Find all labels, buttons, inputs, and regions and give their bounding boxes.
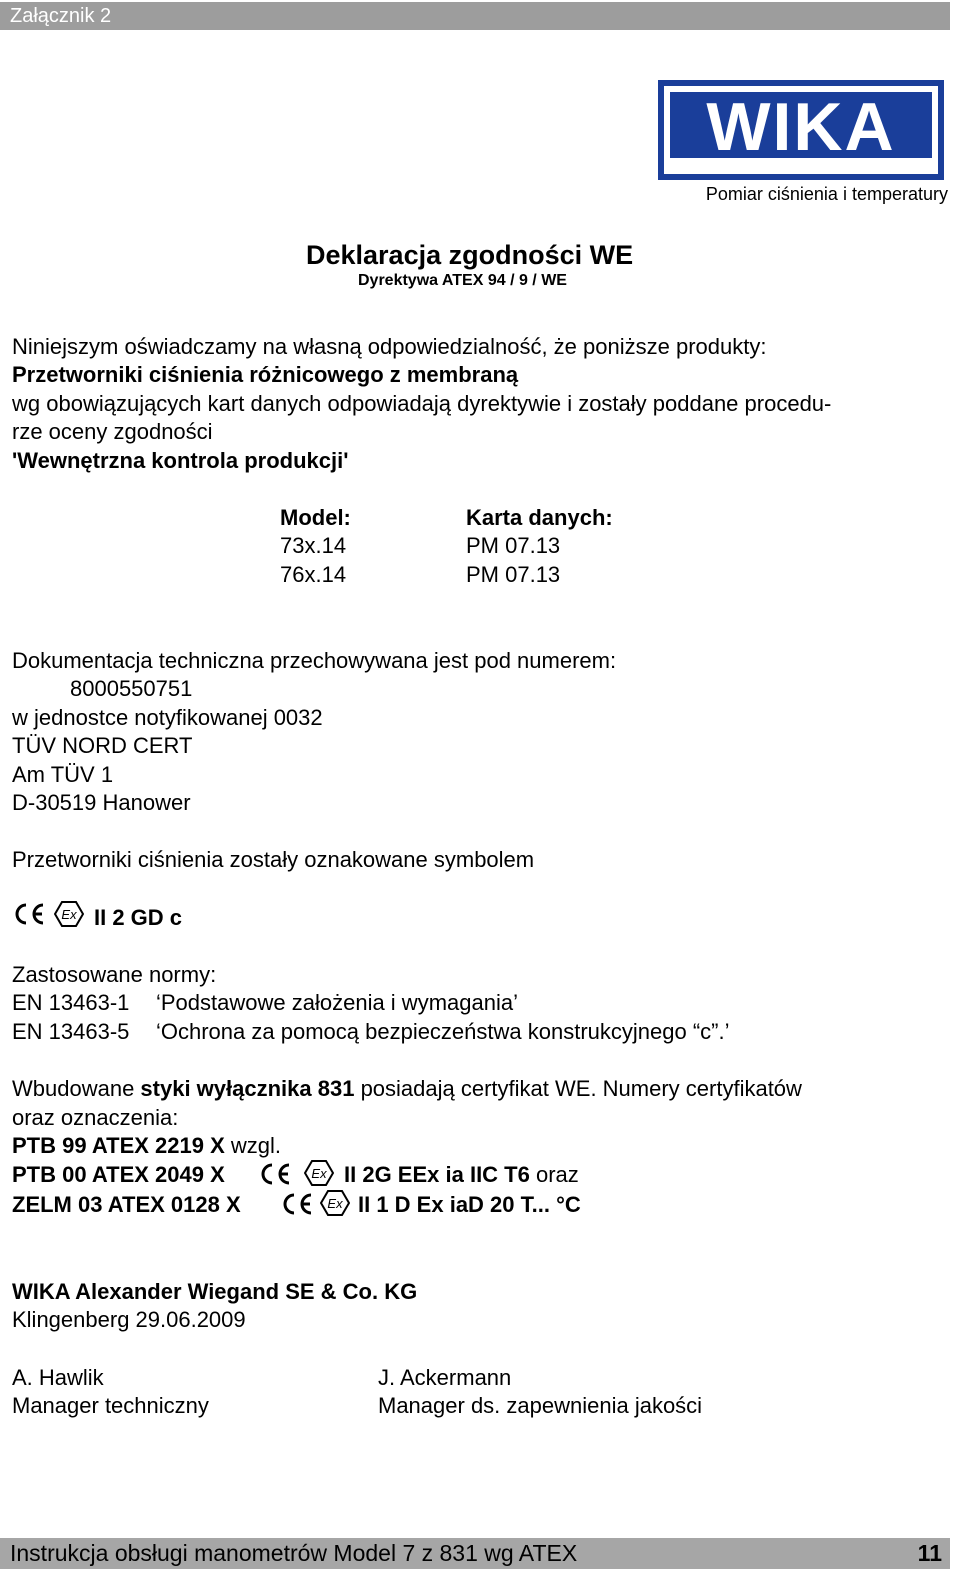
doc-line-3: w jednostce notyfikowanej 0032 — [12, 705, 323, 730]
doc-line-6: D-30519 Hanower — [12, 790, 191, 815]
tagline: Pomiar ciśnienia i temperatury — [705, 184, 948, 204]
switches-line-1: Wbudowane styki wyłącznika 831 posiadają certyfikat WE. Numery certyfikatów — [12, 1076, 802, 1101]
doc-line-1: Dokumentacja techniczna przechowywana jest pod numerem: — [12, 648, 617, 673]
intro-line-4: rze oceny zgodności — [12, 419, 213, 444]
wika-logo — [658, 80, 944, 180]
signatory-2-name: J. Ackermann — [378, 1365, 512, 1390]
switches-line-2: oraz oznaczenia: — [12, 1105, 179, 1130]
svg-text:Ex: Ex — [327, 1196, 343, 1211]
models-header-sheet: Karta danych: — [466, 505, 613, 530]
model-row-1-sheet: PM 07.13 — [466, 533, 561, 558]
place-date: Klingenberg 29.06.2009 — [12, 1307, 246, 1332]
logo-text: WIKA — [706, 89, 896, 165]
page-subtitle: Dyrektywa ATEX 94 / 9 / WE — [358, 272, 567, 289]
footer-bar — [0, 1538, 950, 1569]
models-header-model: Model: — [280, 505, 351, 530]
model-row-2-model: 76x.14 — [280, 562, 347, 587]
doc-line-5: Am TÜV 1 — [12, 762, 114, 787]
standard-1-code: EN 13463-1 — [12, 990, 130, 1015]
header-bar — [0, 2, 950, 30]
cert-2-marking: II 2G EEx ia IIC T6 oraz — [344, 1162, 579, 1187]
ce-mark-icon — [280, 1192, 314, 1216]
standard-2-desc: ‘Ochrona za pomocą bezpieczeństwa konstrukcyjnego “c”.’ — [156, 1019, 730, 1044]
doc-line-4: TÜV NORD CERT — [12, 733, 193, 758]
ce-mark-icon — [12, 902, 46, 926]
ex-hexagon-icon — [54, 900, 84, 928]
marking-intro: Przetworniki ciśnienia zostały oznakowane symbolem — [12, 847, 535, 872]
marking-code: II 2 GD c — [94, 905, 183, 930]
signatory-1-name: A. Hawlik — [12, 1365, 104, 1390]
svg-text:Ex: Ex — [311, 1166, 327, 1181]
intro-product: Przetworniki ciśnienia różnicowego z membraną — [12, 362, 519, 387]
standards-heading: Zastosowane normy: — [12, 962, 217, 987]
ex-hexagon-icon — [320, 1189, 350, 1217]
cert-1: PTB 99 ATEX 2219 X wzgl. — [12, 1133, 282, 1158]
intro-procedure: 'Wewnętrzna kontrola produkcji' — [12, 448, 349, 473]
model-row-2-sheet: PM 07.13 — [466, 562, 561, 587]
svg-text:Ex: Ex — [61, 907, 77, 922]
company-name: WIKA Alexander Wiegand SE & Co. KG — [12, 1279, 418, 1304]
cert-2-number: PTB 00 ATEX 2049 X — [12, 1162, 225, 1187]
signatory-1-role: Manager techniczny — [12, 1393, 209, 1418]
header-label: Załącznik 2 — [10, 5, 112, 27]
standard-1-desc: ‘Podstawowe założenia i wymagania’ — [156, 990, 518, 1015]
cert-3-number: ZELM 03 ATEX 0128 X — [12, 1192, 241, 1217]
standard-2-code: EN 13463-5 — [12, 1019, 130, 1044]
page-title: Deklaracja zgodności WE — [306, 240, 634, 270]
intro-line-3: wg obowiązujących kart danych odpowiadają dyrektywie i zostały poddane procedu- — [12, 391, 832, 416]
model-row-1-model: 73x.14 — [280, 533, 347, 558]
footer-title: Instrukcja obsługi manometrów Model 7 z 831 wg ATEX — [10, 1540, 578, 1566]
doc-number: 8000550751 — [70, 676, 193, 701]
signatory-2-role: Manager ds. zapewnienia jakości — [378, 1393, 703, 1418]
ex-hexagon-icon — [304, 1159, 334, 1187]
page-number: 11 — [917, 1540, 942, 1566]
intro-line-1: Niniejszym oświadczamy na własną odpowiedzialność, że poniższe produkty: — [12, 334, 767, 359]
ce-mark-icon — [258, 1162, 292, 1186]
cert-3-marking: II 1 D Ex iaD 20 T... °C — [358, 1192, 581, 1217]
